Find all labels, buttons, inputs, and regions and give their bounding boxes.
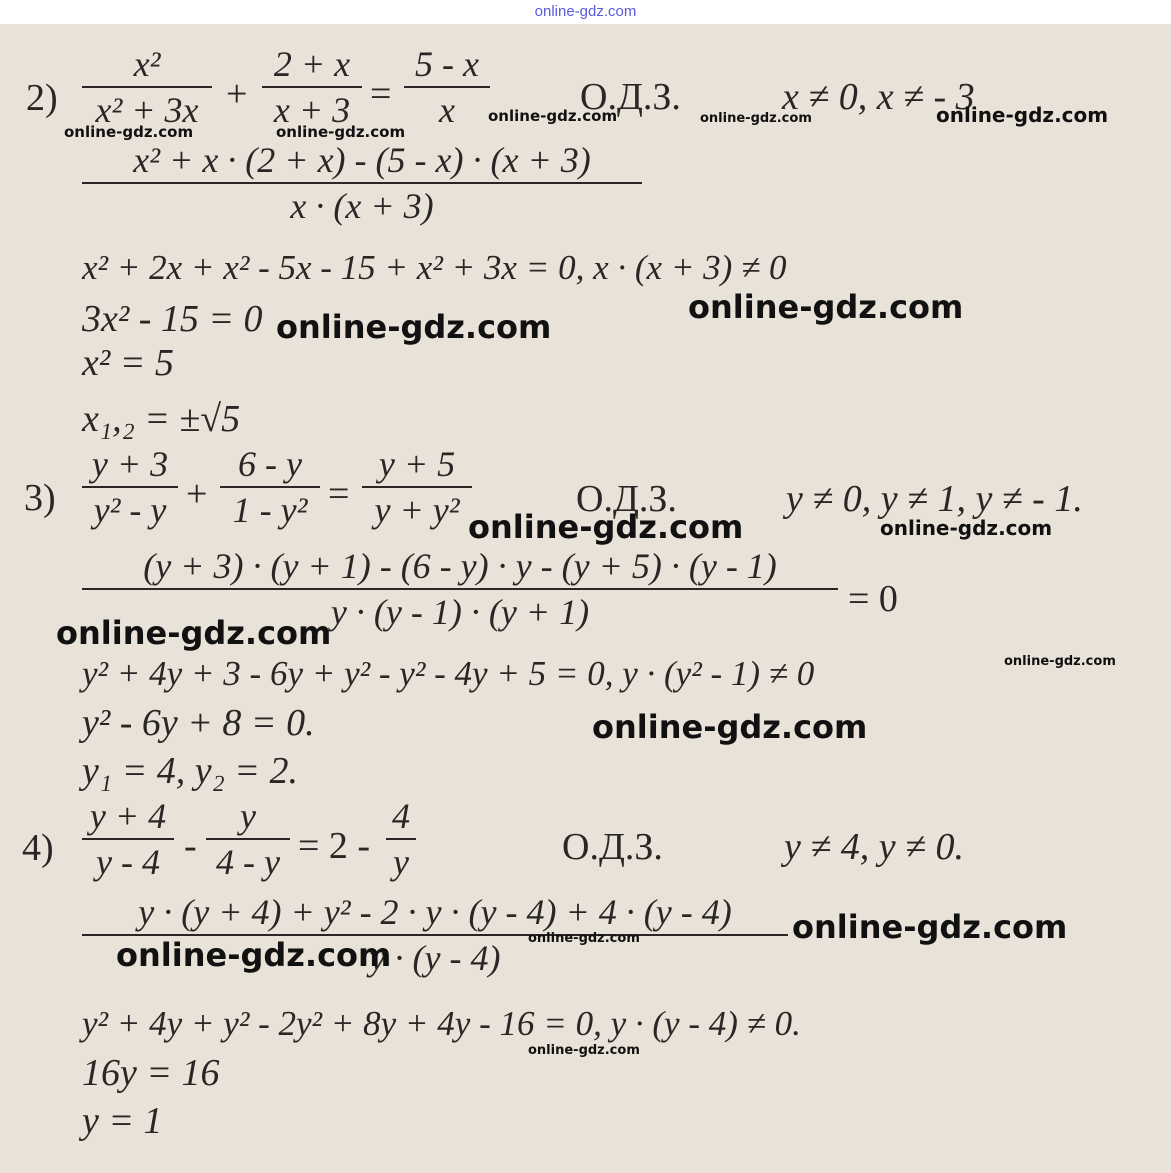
p4-fraction-1 [82, 796, 174, 882]
fraction-bar [404, 86, 490, 88]
p4-f2-denominator: 4 - y [216, 842, 280, 882]
p2-fraction-2 [262, 44, 362, 130]
watermark: online-gdz.com [488, 107, 618, 125]
p2-odz-conditions: x ≠ 0, x ≠ - 3 [782, 76, 975, 118]
p2-line-3: x² = 5 [82, 342, 174, 384]
fraction-bar [386, 838, 416, 840]
p3-odz-conditions: y ≠ 0, y ≠ 1, y ≠ - 1. [786, 478, 1083, 520]
p2-line-1: x² + 2x + x² - 5x - 15 + x² + 3x = 0, x · (x + 3) ≠ 0 [82, 248, 787, 287]
p2-fraction-1 [82, 44, 212, 130]
watermark: online-gdz.com [276, 308, 552, 346]
p2-equals: = [370, 73, 392, 115]
p2-f3-denominator: x [439, 90, 455, 130]
watermark: online-gdz.com [592, 708, 868, 746]
p2-line-2: 3x² - 15 = 0 [82, 298, 263, 340]
problem-2-number: 2) [26, 77, 58, 119]
p3-equals: = [328, 473, 350, 515]
p4-f3-denominator: y [393, 842, 409, 882]
solution-page [0, 24, 1171, 1173]
p3-line-1: y² + 4y + 3 - 6y + y² - y² - 4y + 5 = 0, y · (y² - 1) ≠ 0 [82, 654, 815, 693]
watermark: online-gdz.com [116, 936, 392, 974]
p3-line-3: y₁ = 4, y₂ = 2. [82, 750, 298, 792]
p4-line-1: y² + 4y + y² - 2y² + 8y + 4y - 16 = 0, y · (y - 4) ≠ 0. [82, 1004, 801, 1043]
watermark: online-gdz.com [792, 908, 1068, 946]
p3-f1-denominator: y² - y [93, 490, 167, 530]
p4-line-3: y = 1 [82, 1100, 163, 1142]
p3-odz-label: О.Д.З. [576, 478, 677, 520]
p4-odz-label: О.Д.З. [562, 826, 663, 868]
p4-combined-numerator: y · (y + 4) + y² - 2 · y · (y - 4) + 4 · (y - 4) [138, 892, 732, 932]
watermark: online-gdz.com [528, 1043, 640, 1058]
p2-odz-label: О.Д.З. [580, 76, 681, 118]
watermark: online-gdz.com [688, 288, 964, 326]
fraction-bar [82, 182, 642, 184]
watermark: online-gdz.com [880, 516, 1053, 540]
p3-equals-zero: = 0 [848, 578, 898, 620]
problem-3-number: 3) [24, 477, 56, 519]
watermark: online-gdz.com [468, 508, 744, 546]
p3-line-2: y² - 6y + 8 = 0. [82, 702, 315, 744]
p3-f1-numerator: y + 3 [91, 444, 169, 484]
watermark: online-gdz.com [276, 123, 406, 141]
p4-equals-two-minus: = 2 - [298, 825, 371, 867]
site-watermark-top: online-gdz.com [534, 3, 637, 20]
watermark: online-gdz.com [936, 103, 1109, 127]
watermark: online-gdz.com [528, 931, 640, 946]
p3-fraction-3 [362, 444, 472, 530]
problem-4-number: 4) [22, 827, 54, 869]
p2-combined-numerator: x² + x · (2 + x) - (5 - x) · (x + 3) [133, 140, 591, 180]
fraction-bar [220, 486, 320, 488]
fraction-bar [262, 86, 362, 88]
watermark: online-gdz.com [700, 111, 812, 126]
p3-plus: + [186, 473, 208, 515]
p2-f2-numerator: 2 + x [273, 44, 351, 84]
p2-combined-fraction [82, 140, 642, 226]
p4-minus: - [184, 825, 197, 867]
p2-f2-denominator: x + 3 [273, 90, 351, 130]
p4-f3-numerator: 4 [392, 796, 410, 836]
p4-odz-conditions: y ≠ 4, y ≠ 0. [784, 826, 964, 868]
fraction-bar [82, 588, 838, 590]
fraction-bar [206, 838, 290, 840]
p2-line-4: x₁,₂ = ±√5 [82, 398, 241, 440]
p4-line-2: 16y = 16 [82, 1052, 220, 1094]
watermark: online-gdz.com [56, 614, 332, 652]
p3-fraction-2 [220, 444, 320, 530]
p2-f1-numerator: x² [133, 44, 161, 84]
fraction-bar [82, 486, 178, 488]
p2-plus: + [226, 73, 248, 115]
p3-f3-numerator: y + 5 [378, 444, 456, 484]
p4-f1-numerator: y + 4 [89, 796, 167, 836]
p4-fraction-2 [206, 796, 290, 882]
p3-f3-denominator: y + y² [374, 490, 460, 530]
p3-combined-denominator: y · (y - 1) · (y + 1) [330, 592, 590, 632]
p3-fraction-1 [82, 444, 178, 530]
p4-fraction-3 [386, 796, 416, 882]
watermark: online-gdz.com [1004, 654, 1116, 669]
p4-f1-denominator: y - 4 [96, 842, 160, 882]
p2-fraction-3 [404, 44, 490, 130]
p3-f2-numerator: 6 - y [238, 444, 302, 484]
p4-f2-numerator: y [240, 796, 256, 836]
fraction-bar [82, 86, 212, 88]
p2-combined-denominator: x · (x + 3) [290, 186, 434, 226]
p3-combined-numerator: (y + 3) · (y + 1) - (6 - y) · y - (y + 5) · (y - 1) [143, 546, 777, 586]
watermark: online-gdz.com [64, 123, 194, 141]
p3-f2-denominator: 1 - y² [232, 490, 308, 530]
p2-f1-denominator: x² + 3x [95, 90, 199, 130]
p2-f3-numerator: 5 - x [415, 44, 479, 84]
fraction-bar [362, 486, 472, 488]
fraction-bar [82, 838, 174, 840]
p4-combined-denominator: y · (y - 4) [369, 938, 501, 978]
